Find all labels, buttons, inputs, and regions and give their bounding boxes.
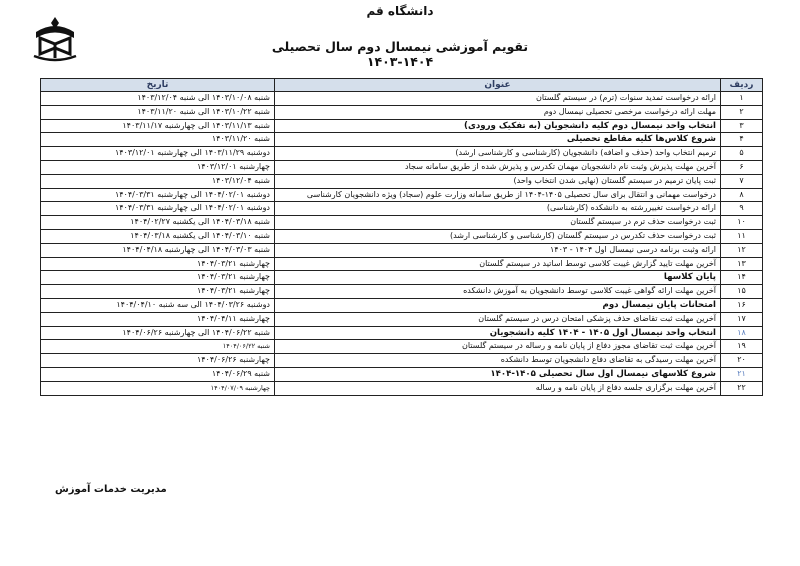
table-row [41, 216, 763, 230]
row-title: مهلت ارائه درخواست مرخصی تحصیلی نیمسال دوم [275, 105, 721, 119]
row-date: دوشنبه ۱۴۰۴/۰۲/۰۱ الی چهارشنبه ۱۴۰۴/۰۳/۳۱ [41, 202, 275, 216]
table-row [41, 119, 763, 133]
row-number: ۱۱ [721, 229, 763, 243]
row-date: دوشنبه ۱۴۰۳/۱۱/۲۹ الی چهارشنبه ۱۴۰۳/۱۲/۰۱ [41, 147, 275, 161]
table-row [41, 202, 763, 216]
row-date: شنبه ۱۴۰۳/۱۰/۰۸ الی شنبه ۱۴۰۳/۱۲/۰۴ [41, 92, 275, 106]
row-title: ارائه درخواست تغییررشته به دانشکده (کارشناسی) [275, 202, 721, 216]
page-title: تقویم آموزشی نیمسال دوم سال تحصیلی ۱۴۰۴-۱۴۰۳ [271, 39, 529, 69]
row-date: شنبه ۱۴۰۴/۰۳/۱۸ الی یکشنبه ۱۴۰۴/۰۲/۲۷ [41, 216, 275, 230]
row-title: انتخاب واحد نیمسال دوم کلیه دانشجویان (به تفکیک ورودی) [275, 119, 721, 133]
row-title: آخرین مهلت ثبت تقاضای حذف پزشکی امتحان درس در سیستم گلستان [275, 312, 721, 326]
table-row [41, 147, 763, 161]
table-row [41, 243, 763, 257]
row-number: ۱۶ [721, 298, 763, 312]
table-row [41, 92, 763, 106]
row-title: ثبت درخواست حذف تکدرس در سیستم گلستان (کارشناسی و کارشناسی ارشد) [275, 229, 721, 243]
column-header-date: تاریخ [41, 79, 275, 92]
row-title: آخرین مهلت تایید گزارش غیبت کلاسی توسط اساتید در سیستم گلستان [275, 257, 721, 271]
row-date: چهارشنبه ۱۴۰۴/۰۳/۲۱ [41, 257, 275, 271]
table-row [41, 381, 763, 395]
row-title: شروع کلاسهای نیمسال اول سال تحصیلی ۱۴۰۵-۱۴۰۴ [275, 367, 721, 381]
table-row [41, 188, 763, 202]
university-logo [30, 14, 80, 62]
row-title: امتحانات پایان نیمسال دوم [275, 298, 721, 312]
table-row [41, 271, 763, 285]
row-number: ۲۱ [721, 367, 763, 381]
row-date: دوشنبه ۱۴۰۴/۰۲/۰۱ الی چهارشنبه ۱۴۰۴/۰۳/۳۱ [41, 188, 275, 202]
row-number: ۱۲ [721, 243, 763, 257]
row-number: ۱۹ [721, 340, 763, 354]
table-row [41, 340, 763, 354]
row-date: چهارشنبه ۱۴۰۴/۰۷/۰۹ [41, 381, 275, 395]
row-title: آخرین مهلت پذیرش وثبت نام دانشجویان مهمان تکدرس و پذیرش شده از طریق سامانه سجاد [275, 160, 721, 174]
table-row [41, 354, 763, 368]
table-row [41, 105, 763, 119]
table-row [41, 174, 763, 188]
row-date: شنبه ۱۴۰۴/۰۳/۱۰ الی یکشنبه ۱۴۰۴/۰۳/۱۸ [41, 229, 275, 243]
signature: مدیریت خدمات آموزش [55, 484, 167, 495]
row-title: آخرین مهلت برگزاری جلسه دفاع از پایان نامه و رساله [275, 381, 721, 395]
row-number: ۲۰ [721, 354, 763, 368]
row-number: ۸ [721, 188, 763, 202]
row-number: ۱۳ [721, 257, 763, 271]
row-number: ۴ [721, 133, 763, 147]
row-number: ۷ [721, 174, 763, 188]
column-header-title: عنوان [275, 79, 721, 92]
row-title: آخرین مهلت رسیدگی به تقاضای دفاع دانشجویان توسط دانشکده [275, 354, 721, 368]
row-title: آخرین مهلت ثبت تقاضای مجوز دفاع از پایان نامه و رساله در سیستم گلستان [275, 340, 721, 354]
row-number: ۹ [721, 202, 763, 216]
row-title: ثبت درخواست حذف ترم در سیستم گلستان [275, 216, 721, 230]
row-date: چهارشنبه ۱۴۰۳/۱۲/۰۱ [41, 160, 275, 174]
row-date: شنبه ۱۴۰۴/۰۳/۰۳ الی چهارشنبه ۱۴۰۴/۰۴/۱۸ [41, 243, 275, 257]
row-date: چهارشنبه ۱۴۰۴/۰۴/۱۱ [41, 312, 275, 326]
row-number: ۱۷ [721, 312, 763, 326]
table-row [41, 229, 763, 243]
row-title: آخرین مهلت ارائه گواهی غیبت کلاسی توسط دانشجویان به آموزش دانشکده [275, 285, 721, 299]
row-date: چهارشنبه ۱۴۰۴/۰۳/۲۱ [41, 285, 275, 299]
row-number: ۶ [721, 160, 763, 174]
table-row [41, 326, 763, 340]
row-date: شنبه ۱۴۰۳/۱۱/۱۳ الی چهارشنبه ۱۴۰۳/۱۱/۱۷ [41, 119, 275, 133]
row-title: ترمیم انتخاب واحد (حذف و اضافه) دانشجویان (کارشناسی و کارشناسی ارشد) [275, 147, 721, 161]
table-header-row [41, 79, 763, 92]
column-header-row-number: ردیف [721, 79, 763, 92]
row-date: شنبه ۱۴۰۴/۰۶/۲۲ الی چهارشنبه ۱۴۰۴/۰۶/۲۶ [41, 326, 275, 340]
row-date: چهارشنبه ۱۴۰۴/۰۶/۲۶ [41, 354, 275, 368]
row-number: ۱۴ [721, 271, 763, 285]
row-number: ۱۸ [721, 326, 763, 340]
university-name: دانشگاه قم [366, 4, 434, 18]
table-row [41, 133, 763, 147]
row-number: ۱۰ [721, 216, 763, 230]
row-number: ۵ [721, 147, 763, 161]
row-title: انتخاب واحد نیمسال اول ۱۴۰۵ - ۱۴۰۴ کلیه دانشجویان [275, 326, 721, 340]
table-row [41, 160, 763, 174]
table-row [41, 285, 763, 299]
row-number: ۲ [721, 105, 763, 119]
row-date: شنبه ۱۴۰۳/۱۲/۰۴ [41, 174, 275, 188]
row-title: ثبت پایان ترمیم در سیستم گلستان (نهایی شدن انتخاب واحد) [275, 174, 721, 188]
row-title: شروع کلاس‌ها کلیه مقاطع تحصیلی [275, 133, 721, 147]
academic-calendar-table [40, 78, 763, 396]
row-date: شنبه ۱۴۰۳/۱۱/۲۰ [41, 133, 275, 147]
row-title: ارائه درخواست تمدید سنوات (ترم) در سیستم گلستان [275, 92, 721, 106]
row-number: ۱۵ [721, 285, 763, 299]
table-row [41, 312, 763, 326]
row-title: درخواست مهمانی و انتقال برای سال تحصیلی ۱۴۰۵-۱۴۰۴ از طریق سامانه وزارت علوم (سجاد) ویژه دانشجویان کارشناسی [275, 188, 721, 202]
row-number: ۱ [721, 92, 763, 106]
row-date: شنبه ۱۴۰۳/۱۰/۲۲ الی شنبه ۱۴۰۳/۱۱/۲۰ [41, 105, 275, 119]
row-date: شنبه ۱۴۰۴/۰۶/۲۹ [41, 367, 275, 381]
row-title: پایان کلاسها [275, 271, 721, 285]
row-date: دوشنبه ۱۴۰۴/۰۳/۲۶ الی سه شنبه ۱۴۰۴/۰۴/۱۰ [41, 298, 275, 312]
row-date: شنبه ۱۴۰۴/۰۶/۲۲ [41, 340, 275, 354]
row-number: ۲۲ [721, 381, 763, 395]
table-row [41, 257, 763, 271]
table-row [41, 367, 763, 381]
row-number: ۳ [721, 119, 763, 133]
row-date: چهارشنبه ۱۴۰۴/۰۳/۲۱ [41, 271, 275, 285]
table-row [41, 298, 763, 312]
row-title: ارائه وثبت برنامه درسی نیمسال اول ۱۴۰۴ - ۱۴۰۳ [275, 243, 721, 257]
